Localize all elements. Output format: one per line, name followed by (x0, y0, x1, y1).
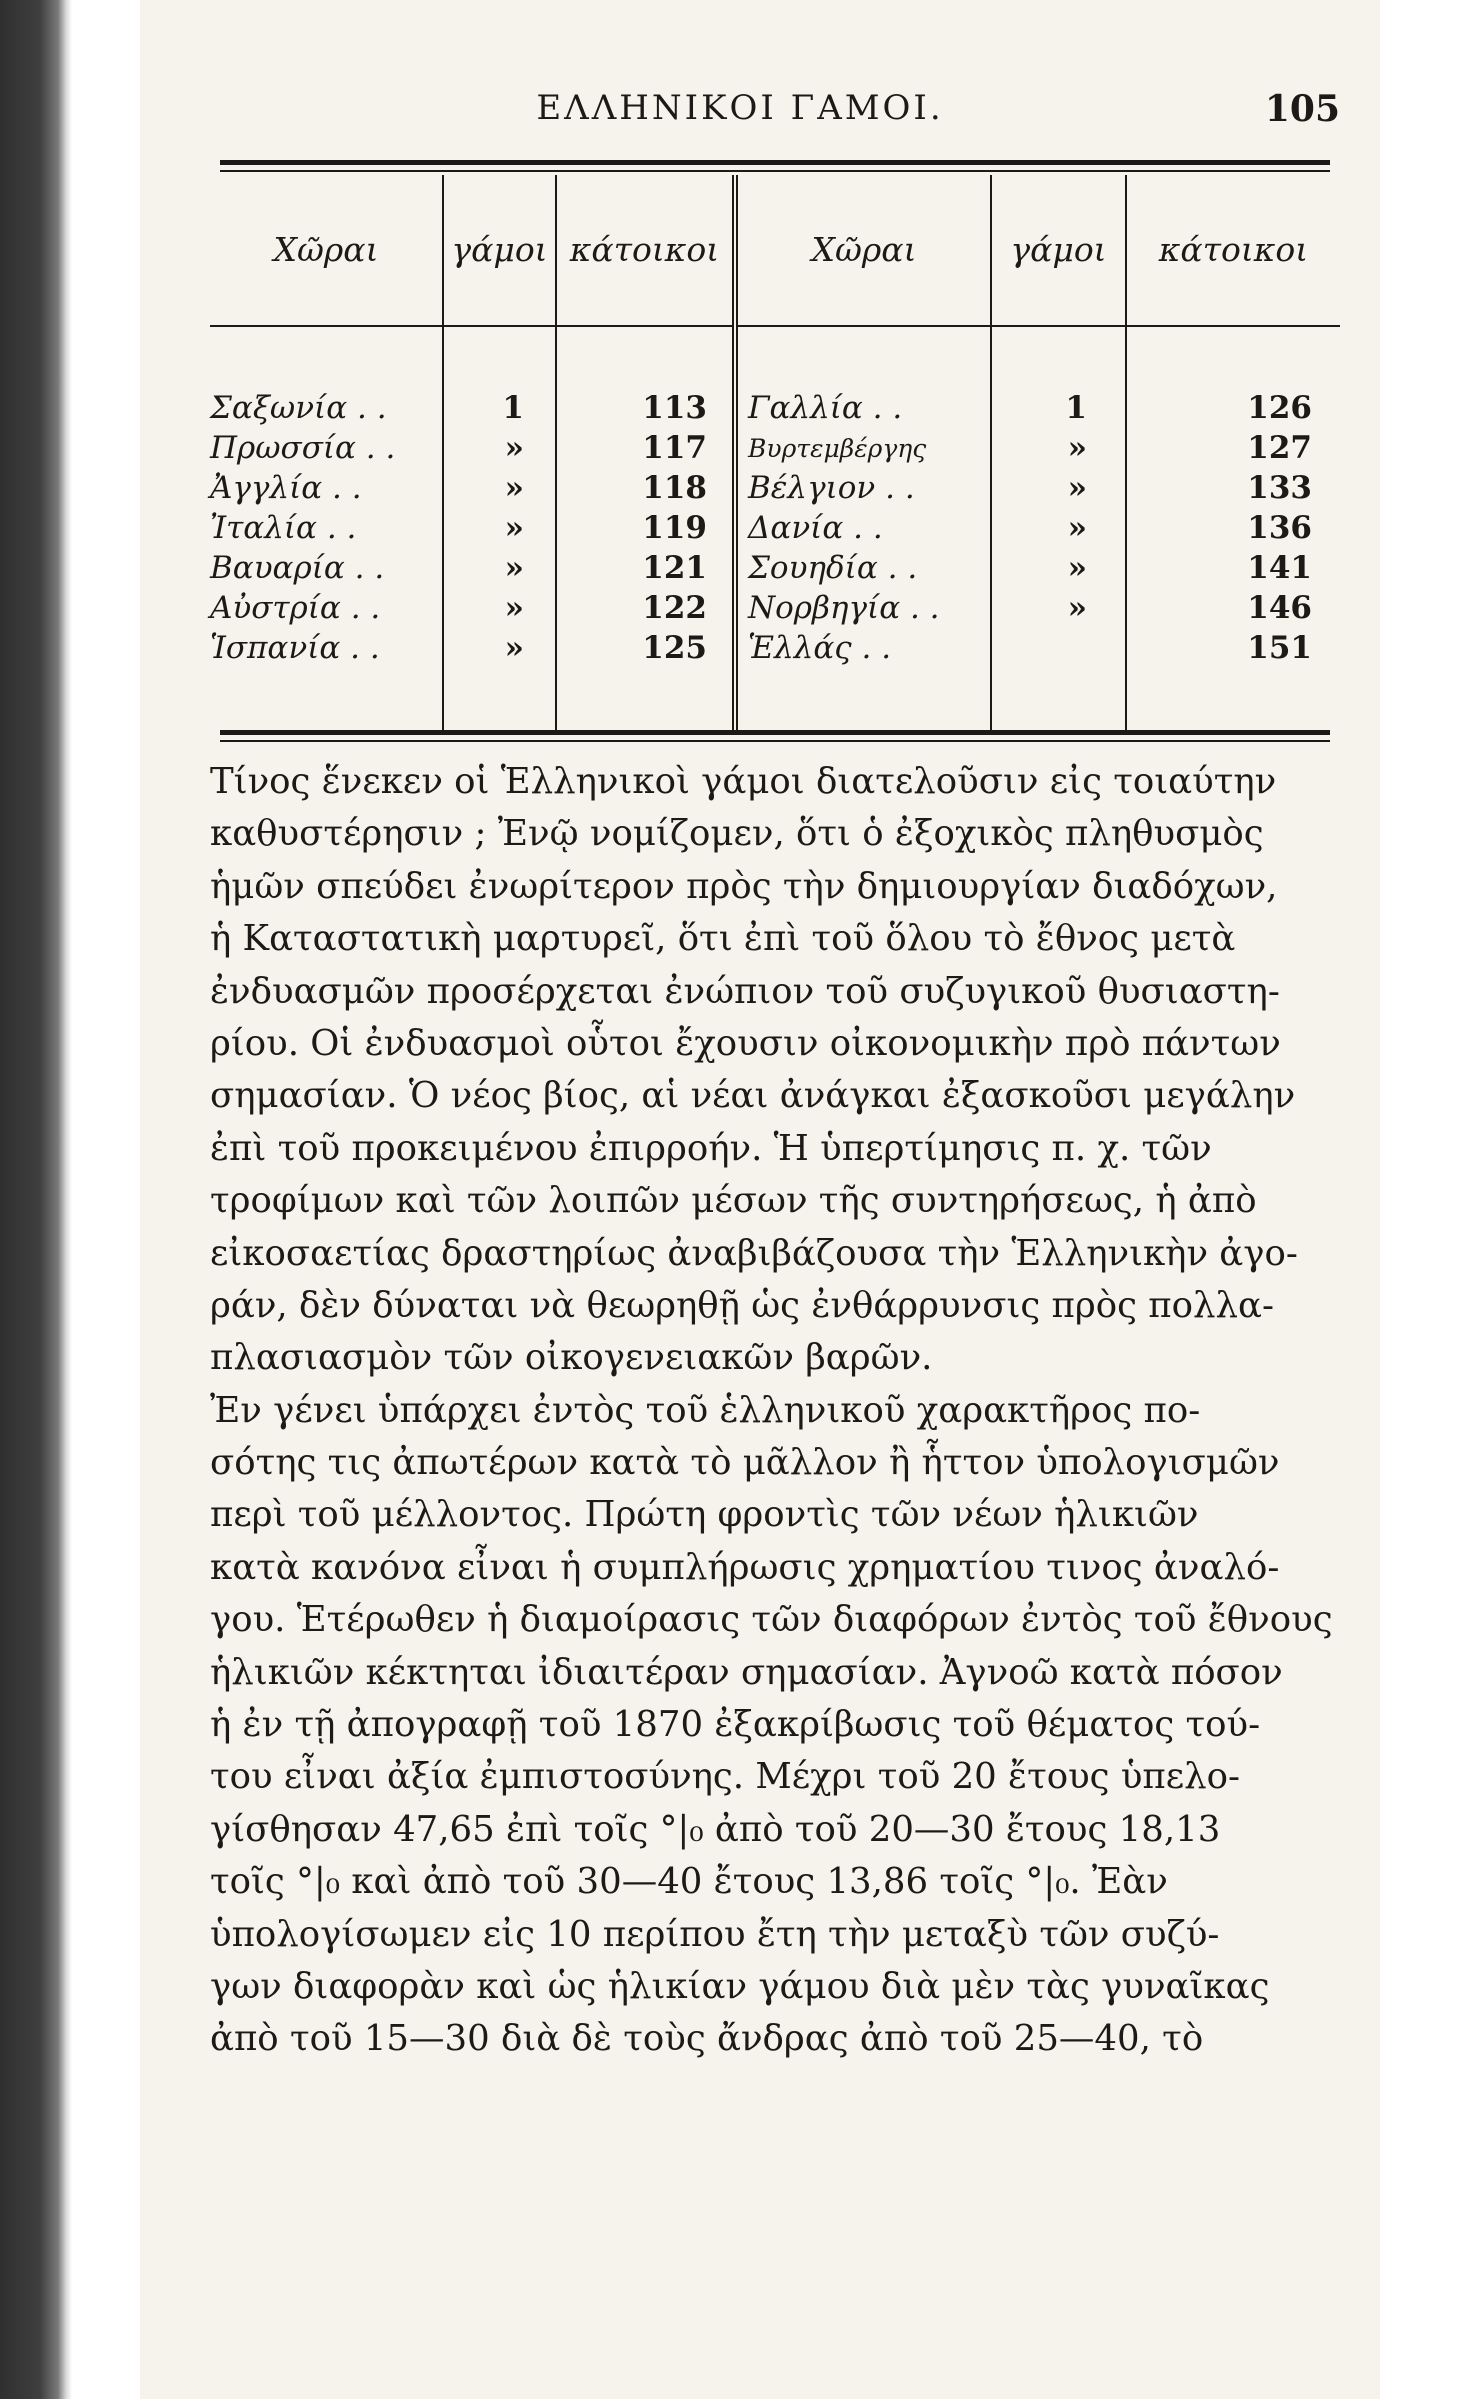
column-header-inhabitants: κάτοικοι (569, 230, 720, 269)
inhabitants-value: 133 (1247, 470, 1312, 506)
marriages-value: » (1067, 510, 1087, 546)
header-underline (738, 325, 990, 327)
text-line: Τίνος ἕνεκεν οἱ Ἑλληνικοὶ γάμοι διατελοῦσιν εἰς τοιαύτην (210, 761, 1277, 802)
inhabitants-value: 136 (1247, 510, 1312, 546)
header-underline (444, 325, 555, 327)
country-name: Αὐστρία . . (210, 590, 381, 626)
inhabitants-value: 117 (642, 430, 707, 466)
text-line: ὑπολογίσωμεν εἰς 10 περίπου ἔτη τὴν μεταξὺ τῶν συζύ- (210, 1913, 1220, 1955)
text-line: γίσθησαν 47,65 ἐπὶ τοῖς °|₀ ἀπὸ τοῦ 20—30 ἔτους 18,13 (210, 1808, 1221, 1850)
text-line: ἡμῶν σπεύδει ἐνωρίτερον πρὸς τὴν δημιουργίαν διαδόχων, (210, 865, 1278, 907)
text-line: ἡ ἐν τῇ ἀπογραφῇ τοῦ 1870 ἐξακρίβωσις τοῦ θέματος τού- (210, 1704, 1261, 1746)
marriages-value: » (1067, 470, 1087, 506)
inhabitants-value: 127 (1247, 430, 1312, 466)
country-name: Γαλλία . . (748, 390, 903, 426)
marriages-value: » (504, 430, 524, 466)
text-line: σημασίαν. Ὁ νέος βίος, αἱ νέαι ἀνάγκαι ἐξασκοῦσι μεγάλην (210, 1075, 1296, 1117)
text-line: ἐπὶ τοῦ προκειμένου ἐπιρροήν. Ἡ ὑπερτίμησις π. χ. τῶν (210, 1127, 1212, 1169)
text-line: ἐνδυασμῶν προσέρχεται ἐνώπιον τοῦ συζυγικοῦ θυσιαστη- (210, 970, 1280, 1012)
country-name: Ἰταλία . . (210, 510, 357, 546)
country-name: Ἀγγλία . . (210, 470, 362, 506)
country-name: Νορβηγία . . (748, 590, 940, 626)
text-line: ἡ Καταστατικὴ μαρτυρεῖ, ὅτι ἐπὶ τοῦ ὅλου τὸ ἔθνος μετὰ (210, 918, 1236, 960)
marriages-value: » (504, 590, 524, 626)
text-line: πλασιασμὸν τῶν οἰκογενειακῶν βαρῶν. (210, 1337, 933, 1379)
text-line: του εἶναι ἀξία ἐμπιστοσύνης. Μέχρι τοῦ 20 ἔτους ὑπελο- (210, 1756, 1241, 1798)
body-text (210, 756, 1340, 2066)
book-page (140, 0, 1380, 2399)
table-top-rule-thin (220, 170, 1330, 172)
table-bottom-rule (220, 730, 1330, 735)
book-binding-edge (0, 0, 72, 2399)
marriages-value: » (504, 470, 524, 506)
country-name: Ἑλλάς . . (748, 630, 892, 666)
table-row (210, 390, 1340, 426)
text-line: ἀπὸ τοῦ 15—30 διὰ δὲ τοὺς ἄνδρας ἀπὸ τοῦ 25—40, τὸ (210, 2018, 1204, 2060)
table-row (210, 430, 1340, 466)
text-line: τροφίμων καὶ τῶν λοιπῶν μέσων τῆς συντηρήσεως, ἡ ἀπὸ (210, 1180, 1257, 1222)
marriages-value: » (504, 630, 524, 666)
text-line: καθυστέρησιν ; Ἐνῷ νομίζομεν, ὅτι ὁ ἐξοχικὸς πληθυσμὸς (210, 813, 1264, 855)
country-name: Ἱσπανία . . (210, 630, 380, 666)
inhabitants-value: 125 (642, 630, 707, 666)
text-line: περὶ τοῦ μέλλοντος. Πρώτη φροντὶς τῶν νέων ἡλικιῶν (210, 1494, 1199, 1536)
text-line: κατὰ κανόνα εἶναι ἡ συμπλήρωσις χρηματίου τινος ἀναλό- (210, 1546, 1280, 1588)
country-name: Βυρτεμβέργης (748, 434, 927, 463)
table-row (210, 550, 1340, 586)
column-header-marriages: γάμοι (451, 230, 548, 269)
running-title: ΕΛΛΗΝΙΚΟΙ ΓΑΜΟΙ. (536, 88, 944, 128)
inhabitants-value: 119 (642, 510, 707, 546)
page-header (140, 80, 1340, 140)
table-row (210, 470, 1340, 506)
marriage-statistics-table (210, 175, 1340, 730)
text-line: τοῖς °|₀ καὶ ἀπὸ τοῦ 30—40 ἔτους 13,86 τοῖς °|₀. Ἐὰν (210, 1861, 1168, 1903)
marriages-value: » (504, 550, 524, 586)
header-underline (557, 325, 732, 327)
header-underline (992, 325, 1125, 327)
country-name: Βαυαρία . . (210, 550, 385, 586)
country-name: Σαξωνία . . (210, 390, 387, 426)
table-row (210, 630, 1340, 666)
text-line: γων διαφορὰν καὶ ὡς ἡλικίαν γάμου διὰ μὲν τὰς γυναῖκας (210, 1965, 1270, 2007)
text-line: σότης τις ἀπωτέρων κατὰ τὸ μᾶλλον ἢ ἧττον ὑπολογισμῶν (210, 1442, 1280, 1484)
table-bottom-rule-thin (220, 740, 1330, 742)
table-top-rule (220, 160, 1330, 165)
table-row (210, 510, 1340, 546)
text-line: εἰκοσαετίας δραστηρίως ἀναβιβάζουσα τὴν Ἑλληνικὴν ἀγο- (210, 1232, 1298, 1274)
inhabitants-value: 151 (1247, 630, 1312, 666)
table-row (210, 590, 1340, 626)
column-header-inhabitants: κάτοικοι (1158, 230, 1309, 269)
page-number: 105 (1264, 88, 1340, 130)
country-name: Πρωσσία . . (210, 430, 396, 466)
country-name: Δανία . . (748, 510, 883, 546)
column-header-countries: Χῶραι (811, 230, 917, 269)
inhabitants-value: 146 (1247, 590, 1312, 626)
marriages-value: 1 (502, 390, 524, 426)
marriages-value: 1 (1065, 390, 1087, 426)
inhabitants-value: 118 (642, 470, 707, 506)
marriages-value: » (1067, 430, 1087, 466)
text-line: ρίου. Οἱ ἐνδυασμοὶ οὗτοι ἔχουσιν οἰκονομικὴν πρὸ πάντων (210, 1022, 1281, 1064)
country-name: Βέλγιον . . (748, 470, 915, 506)
text-line: ἡλικιῶν κέκτηται ἰδιαιτέραν σημασίαν. Ἀγνοῶ κατὰ πόσον (210, 1651, 1283, 1693)
header-underline (1127, 325, 1340, 327)
marriages-value: » (1067, 590, 1087, 626)
inhabitants-value: 121 (642, 550, 707, 586)
inhabitants-value: 126 (1247, 390, 1312, 426)
column-header-marriages: γάμοι (1010, 230, 1107, 269)
country-name: Σουηδία . . (748, 550, 918, 586)
marriages-value: » (1067, 550, 1087, 586)
inhabitants-value: 113 (642, 390, 707, 426)
inhabitants-value: 141 (1247, 550, 1312, 586)
column-header-countries: Χῶραι (273, 230, 379, 269)
text-line: ράν, δὲν δύναται νὰ θεωρηθῇ ὡς ἐνθάρρυνσις πρὸς πολλα- (210, 1284, 1274, 1326)
text-line: Ἐν γένει ὑπάρχει ἐντὸς τοῦ ἑλληνικοῦ χαρακτῆρος πο- (210, 1389, 1201, 1431)
header-underline (210, 325, 442, 327)
marriages-value: » (504, 510, 524, 546)
text-line: γου. Ἑτέρωθεν ἡ διαμοίρασις τῶν διαφόρων ἐντὸς τοῦ ἔθνους (210, 1599, 1333, 1641)
inhabitants-value: 122 (642, 590, 707, 626)
